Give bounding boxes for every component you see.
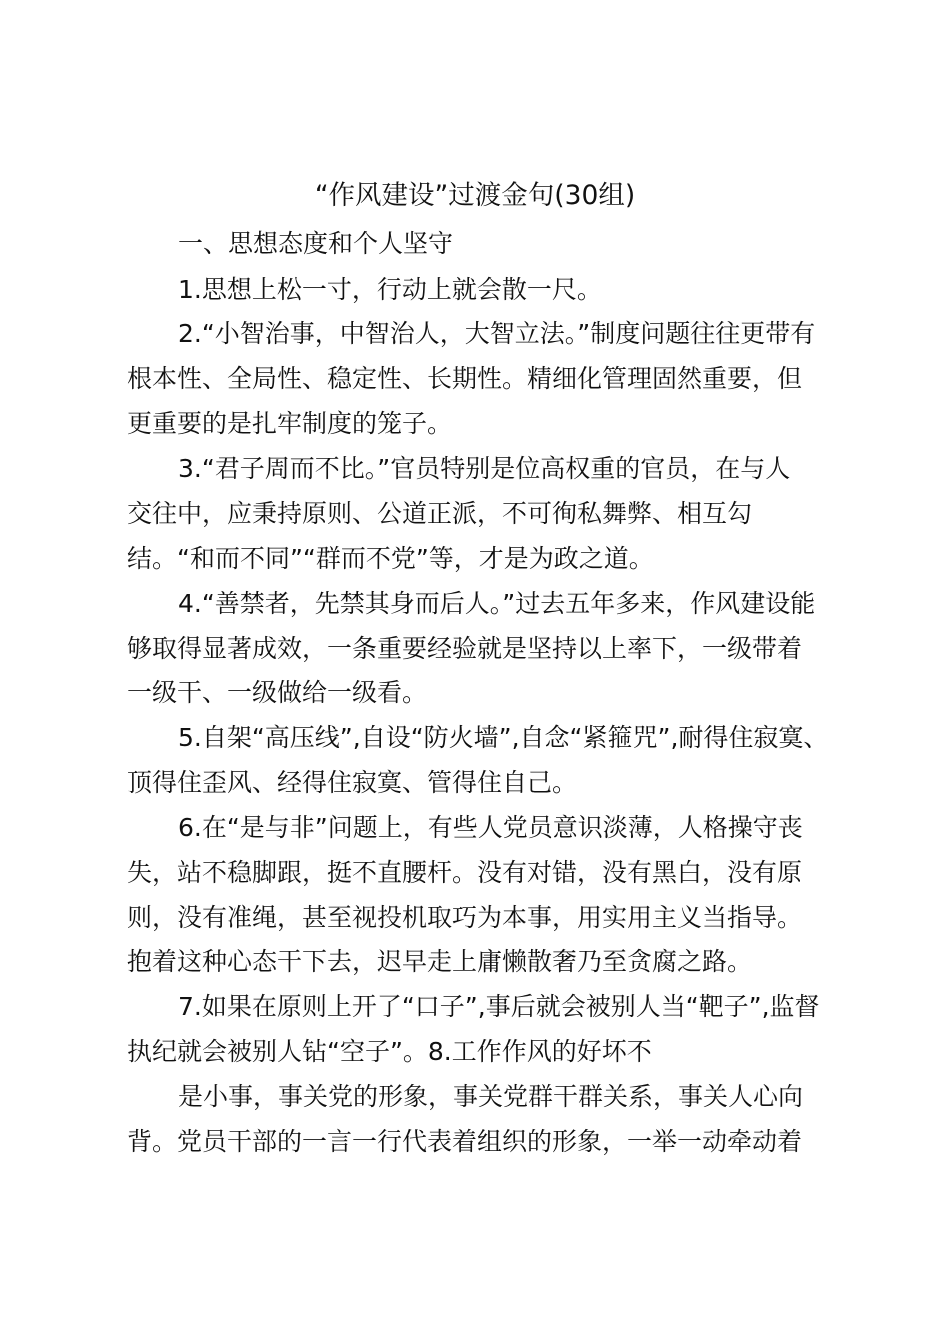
- paragraph-line: 1.思想上松一寸，行动上就会散一尺。: [178, 275, 602, 304]
- paragraph-line: 则，没有准绳，甚至视投机取巧为本事，用实用主义当指导。: [127, 903, 803, 932]
- paragraph-line: 7.如果在原则上开了“口子”,事后就会被别人当“靶子”,监督: [178, 992, 820, 1021]
- paragraph-line: 交往中，应秉持原则、公道正派，不可徇私舞弊、相互勾: [127, 499, 753, 528]
- paragraph-line: 6.在“是与非”问题上，有些人党员意识淡薄，人格操守丧: [178, 813, 803, 842]
- paragraph-line: 结。“和而不同”“群而不党”等，才是为政之道。: [127, 544, 654, 573]
- paragraph-line: 一级干、一级做给一级看。: [127, 678, 428, 707]
- paragraph-line: 背。党员干部的一言一行代表着组织的形象，一举一动牵动着: [127, 1127, 803, 1156]
- paragraph-line: 根本性、全局性、稳定性、长期性。精细化管理固然重要，但: [127, 364, 803, 393]
- paragraph-line: 是小事，事关党的形象，事关党群干群关系，事关人心向: [178, 1082, 804, 1111]
- paragraph-line: 更重要的是扎牢制度的笼子。: [127, 409, 453, 438]
- paragraph-line: 抱着这种心态干下去，迟早走上庸懒散奢乃至贪腐之路。: [127, 947, 753, 976]
- paragraph-line: 5.自架“高压线”,自设“防火墙”,自念“紧箍咒”,耐得住寂寞、: [178, 723, 829, 752]
- section-heading: 一、思想态度和个人坚守: [178, 229, 454, 258]
- paragraph-line: 执纪就会被别人钻“空子”。8.工作作风的好坏不: [127, 1037, 652, 1066]
- paragraph-line: 3.“君子周而不比。”官员特别是位高权重的官员，在与人: [178, 454, 791, 483]
- paragraph-line: 够取得显著成效，一条重要经验就是坚持以上率下，一级带着: [127, 634, 803, 663]
- paragraph-line: 失，站不稳脚跟，挺不直腰杆。没有对错，没有黑白，没有原: [127, 858, 803, 887]
- paragraph-line: 4.“善禁者，先禁其身而后人。”过去五年多来，作风建设能: [178, 589, 816, 618]
- document-title: “作风建设”过渡金句(30组): [314, 180, 636, 211]
- paragraph-line: 顶得住歪风、经得住寂寞、管得住自己。: [127, 768, 578, 797]
- paragraph-line: 2.“小智治事，中智治人，大智立法。”制度问题往往更带有: [178, 319, 816, 348]
